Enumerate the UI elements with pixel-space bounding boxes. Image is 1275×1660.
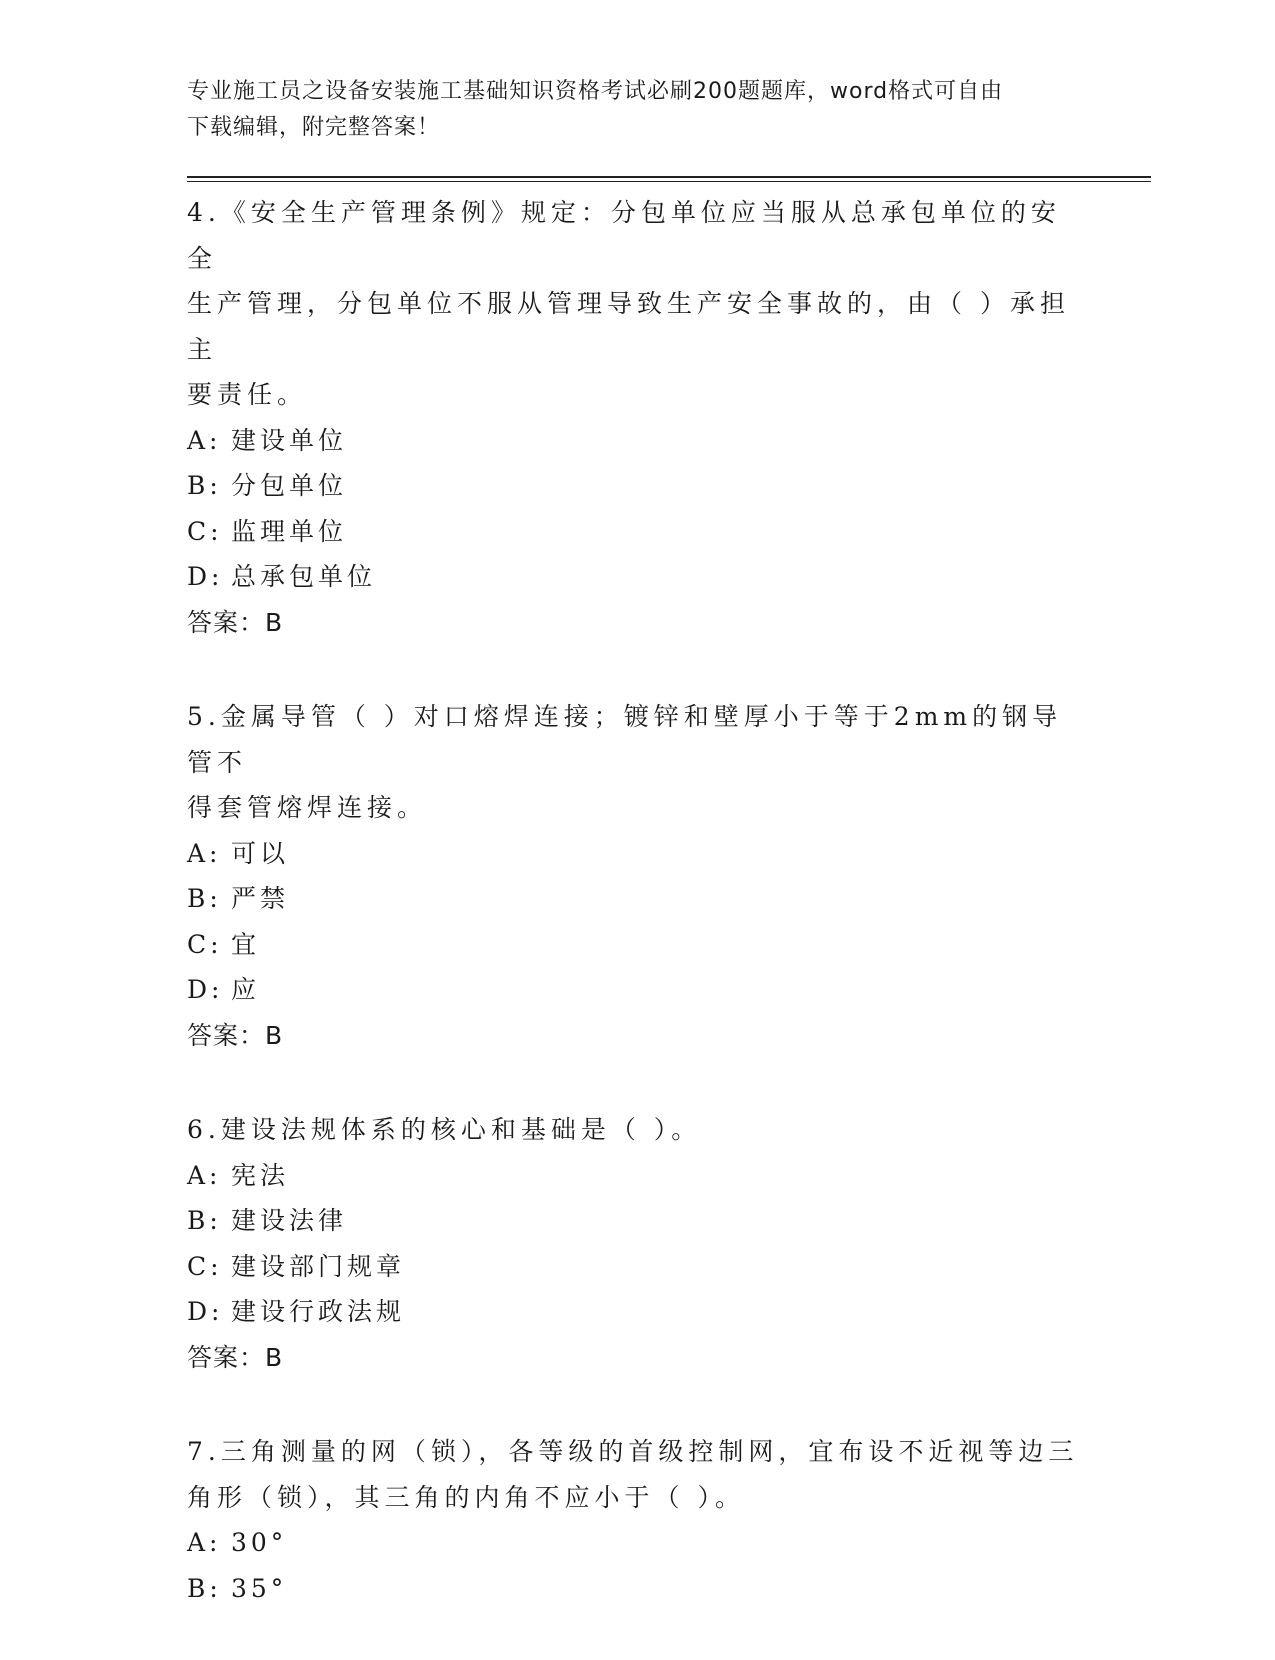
option-c bbox=[187, 922, 1087, 968]
option-a bbox=[187, 1520, 1087, 1566]
option-b bbox=[187, 1566, 1087, 1612]
option-b bbox=[187, 1198, 1087, 1244]
header-line-2: 下载编辑，附完整答案！ bbox=[187, 115, 441, 140]
answer-line: 答案：B bbox=[187, 1342, 284, 1372]
header-line-1: 专业施工员之设备安装施工基础知识资格考试必刷200题题库，word格式可自由 bbox=[187, 79, 1004, 104]
question-stem-line: 得套管熔焊连接。 bbox=[187, 793, 428, 822]
option-text: 宪法 bbox=[231, 1160, 290, 1190]
question-stem-line: 6.建设法规体系的核心和基础是（ ）。 bbox=[187, 1115, 702, 1144]
option-text: 严禁 bbox=[231, 884, 290, 913]
option-key: D: bbox=[187, 975, 224, 1004]
option-b bbox=[187, 876, 1087, 922]
question-stem-line: 角形（锁），其三角的内角不应小于（ ）。 bbox=[187, 1482, 745, 1512]
option-text: 应 bbox=[231, 975, 261, 1004]
option-key: D: bbox=[187, 1297, 224, 1326]
header-divider-thin bbox=[187, 181, 1151, 182]
option-a bbox=[187, 1153, 1087, 1199]
option-key: A: bbox=[187, 425, 222, 455]
option-key: B: bbox=[187, 1573, 222, 1603]
option-a bbox=[187, 418, 1087, 464]
question-stem-line: 4.《安全生产管理条例》规定：分包单位应当服从总承包单位的安全 bbox=[187, 198, 1061, 273]
option-c bbox=[187, 509, 1087, 555]
option-key: B: bbox=[187, 884, 222, 913]
option-text: 宜 bbox=[231, 929, 261, 959]
option-text: 可以 bbox=[231, 838, 290, 868]
header-divider-thick bbox=[187, 176, 1151, 178]
document-header bbox=[187, 74, 1067, 146]
option-d bbox=[187, 554, 1087, 600]
option-key: D: bbox=[187, 562, 224, 591]
option-c bbox=[187, 1244, 1087, 1290]
question-7 bbox=[187, 1429, 1087, 1611]
question-stem-line: 7.三角测量的网（锁），各等级的首级控制网，宜布设不近视等边三 bbox=[187, 1437, 1079, 1466]
question-4 bbox=[187, 190, 1087, 645]
option-d bbox=[187, 1289, 1087, 1335]
option-text: 建设部门规章 bbox=[231, 1251, 406, 1281]
question-list bbox=[187, 190, 1087, 1660]
option-key: A: bbox=[187, 838, 222, 868]
option-text: 建设单位 bbox=[231, 425, 348, 455]
option-b bbox=[187, 463, 1087, 509]
option-text: 30° bbox=[231, 1528, 288, 1557]
option-text: 建设法律 bbox=[231, 1206, 348, 1235]
option-text: 总承包单位 bbox=[231, 562, 377, 591]
option-a bbox=[187, 831, 1087, 877]
question-5 bbox=[187, 694, 1087, 1058]
option-key: C: bbox=[187, 929, 223, 959]
question-stem-line: 生产管理，分包单位不服从管理导致生产安全事故的，由（ ）承担主 bbox=[187, 289, 1070, 364]
option-text: 分包单位 bbox=[231, 471, 348, 500]
option-text: 监理单位 bbox=[231, 516, 348, 546]
question-stem-line: 5.金属导管（ ）对口熔焊连接；镀锌和壁厚小于等于2mm的钢导管不 bbox=[187, 702, 1063, 777]
answer-line: 答案：B bbox=[187, 607, 284, 637]
option-key: A: bbox=[187, 1160, 222, 1190]
answer-line: 答案：B bbox=[187, 1020, 284, 1050]
option-text: 35° bbox=[231, 1573, 288, 1603]
question-6 bbox=[187, 1107, 1087, 1380]
option-d bbox=[187, 967, 1087, 1013]
option-key: A: bbox=[187, 1528, 222, 1557]
question-stem-line: 要责任。 bbox=[187, 380, 308, 409]
option-key: C: bbox=[187, 1251, 223, 1281]
option-text: 建设行政法规 bbox=[231, 1297, 406, 1326]
option-key: B: bbox=[187, 471, 222, 500]
option-key: C: bbox=[187, 516, 223, 546]
option-key: B: bbox=[187, 1206, 222, 1235]
